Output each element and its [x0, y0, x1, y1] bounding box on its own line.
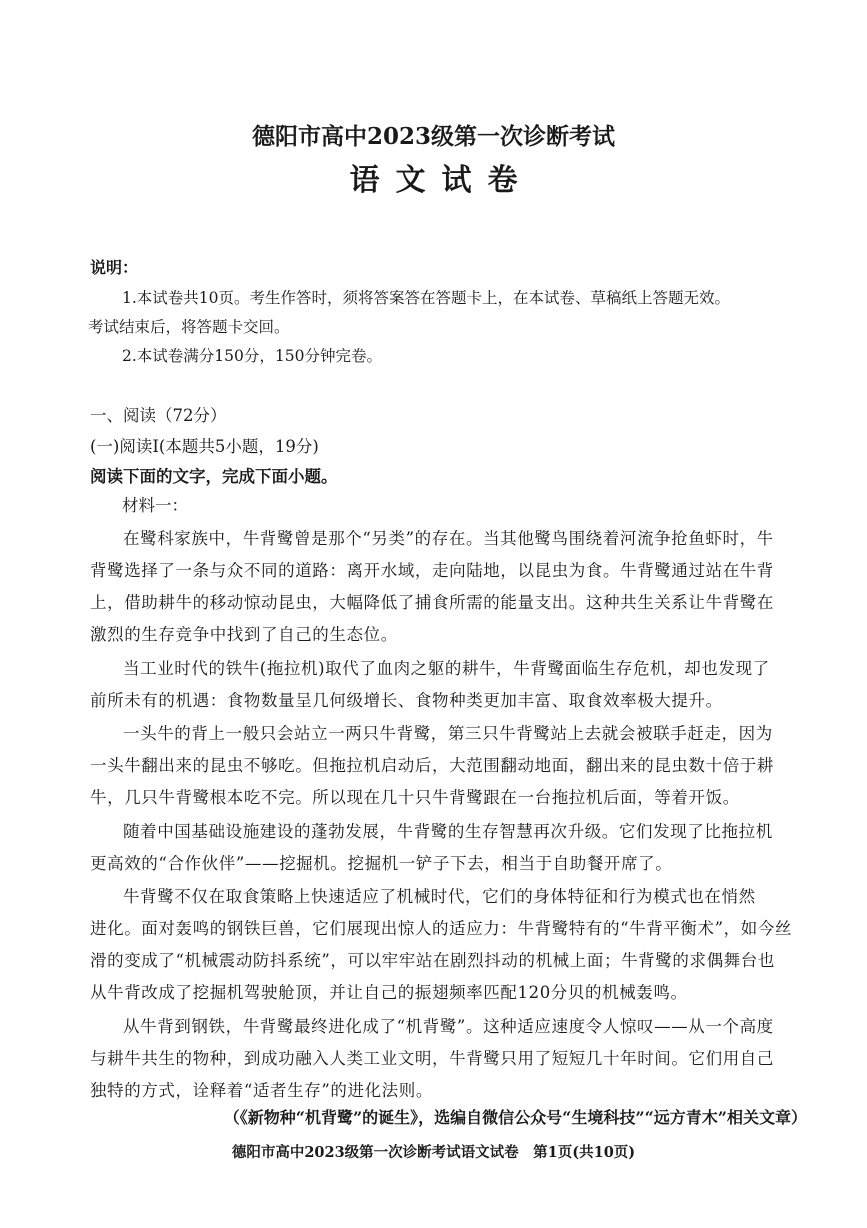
passage-line: 从牛背改成了挖掘机驾驶舱顶，并让自己的振翅频率匹配120分贝的机械轰鸣。: [90, 983, 688, 1002]
passage-line: 上，借助耕牛的移动惊动昆虫，大幅降低了捕食所需的能量支出。这种共生关系让牛背鹭在: [90, 593, 774, 612]
instruction: 阅读下面的文字，完成下面小题。: [90, 467, 338, 486]
note-item-2: 2.本试卷满分150分，150分钟完卷。: [122, 347, 382, 365]
passage-line: 前所未有的机遇：食物数量呈几何级增长、食物种类更加丰富、取食效率极大提升。: [90, 691, 723, 710]
part-heading: 一、阅读（72分）: [90, 406, 227, 425]
passage-line: 一头牛翻出来的昆虫不够吃。但拖拉机启动后，大范围翻动地面，翻出来的昆虫数十倍于耕: [90, 756, 774, 775]
material-label: 材料一：: [122, 496, 188, 515]
passage-line: 从牛背到钢铁，牛背鹭最终进化成了“机背鹭”。这种适应速度令人惊叹——从一个高度: [123, 1017, 774, 1036]
passage-line: 当工业时代的铁牛(拖拉机)取代了血肉之躯的耕牛，牛背鹭面临生存危机，却也发现了: [123, 659, 770, 678]
notes-heading: 说明：: [90, 258, 139, 277]
paper-title: 语文试卷: [349, 163, 534, 198]
note-item-1-line-1: 1.本试卷共10页。考生作答时，须将答案答在答题卡上，在本试卷、草稿纸上答题无效。: [122, 289, 731, 307]
passage-line: 背鹭选择了一条与众不同的道路：离开水域，走向陆地，以昆虫为食。牛背鹭通过站在牛背: [90, 561, 774, 580]
passage-line: 随着中国基础设施建设的蓬勃发展，牛背鹭的生存智慧再次升级。它们发现了比拖拉机: [123, 822, 773, 841]
page-footer: 德阳市高中2023级第一次诊断考试语文试卷 第1页(共10页): [231, 1144, 636, 1161]
passage-line: 在鹭科家族中，牛背鹭曾是那个“另类”的存在。当其他鹭鸟围绕着河流争抢鱼虾时，牛: [123, 529, 774, 548]
subsection-heading: (一)阅读Ⅰ(本题共5小题，19分): [90, 437, 319, 456]
passage-line: 牛背鹭不仅在取食策略上快速适应了机械时代，它们的身体特征和行为模式也在悄然: [123, 887, 756, 906]
passage-line: 滑的变成了“机械震动防抖系统”，可以牢牢站在剧烈抖动的机械上面；牛背鹭的求偶舞台也: [90, 951, 775, 970]
exam-title: 德阳市高中2023级第一次诊断考试: [251, 123, 615, 150]
passage-line: 激烈的生存竞争中找到了自己的生态位。: [90, 625, 398, 644]
note-item-1-line-2: 考试结束后，将答题卡交回。: [88, 318, 290, 336]
passage-line: 一头牛的背上一般只会站立一两只牛背鹭，第三只牛背鹭站上去就会被联手赶走，因为: [123, 724, 773, 743]
source-citation: （《新物种“机背鹭”的诞生》，选编自微信公众号“生境科技”“远方青木”相关文章）: [223, 1108, 807, 1127]
passage-line: 独特的方式，诠释着“适者生存”的进化法则。: [90, 1081, 433, 1100]
passage-line: 牛，几只牛背鹭根本吃不完。所以现在几十只牛背鹭跟在一台拖拉机后面，等着开饭。: [90, 788, 740, 807]
passage-line: 更高效的“合作伙伴”——挖掘机。挖掘机一铲子下去，相当于自助餐开席了。: [90, 854, 673, 873]
passage-line: 与耕牛共生的物种，到成功融入人类工业文明，牛背鹭只用了短短几十年时间。它们用自己: [90, 1049, 774, 1068]
passage-line: 进化。面对轰鸣的钢铁巨兽，它们展现出惊人的适应力：牛背鹭特有的“牛背平衡术”，如今丝: [90, 919, 793, 938]
